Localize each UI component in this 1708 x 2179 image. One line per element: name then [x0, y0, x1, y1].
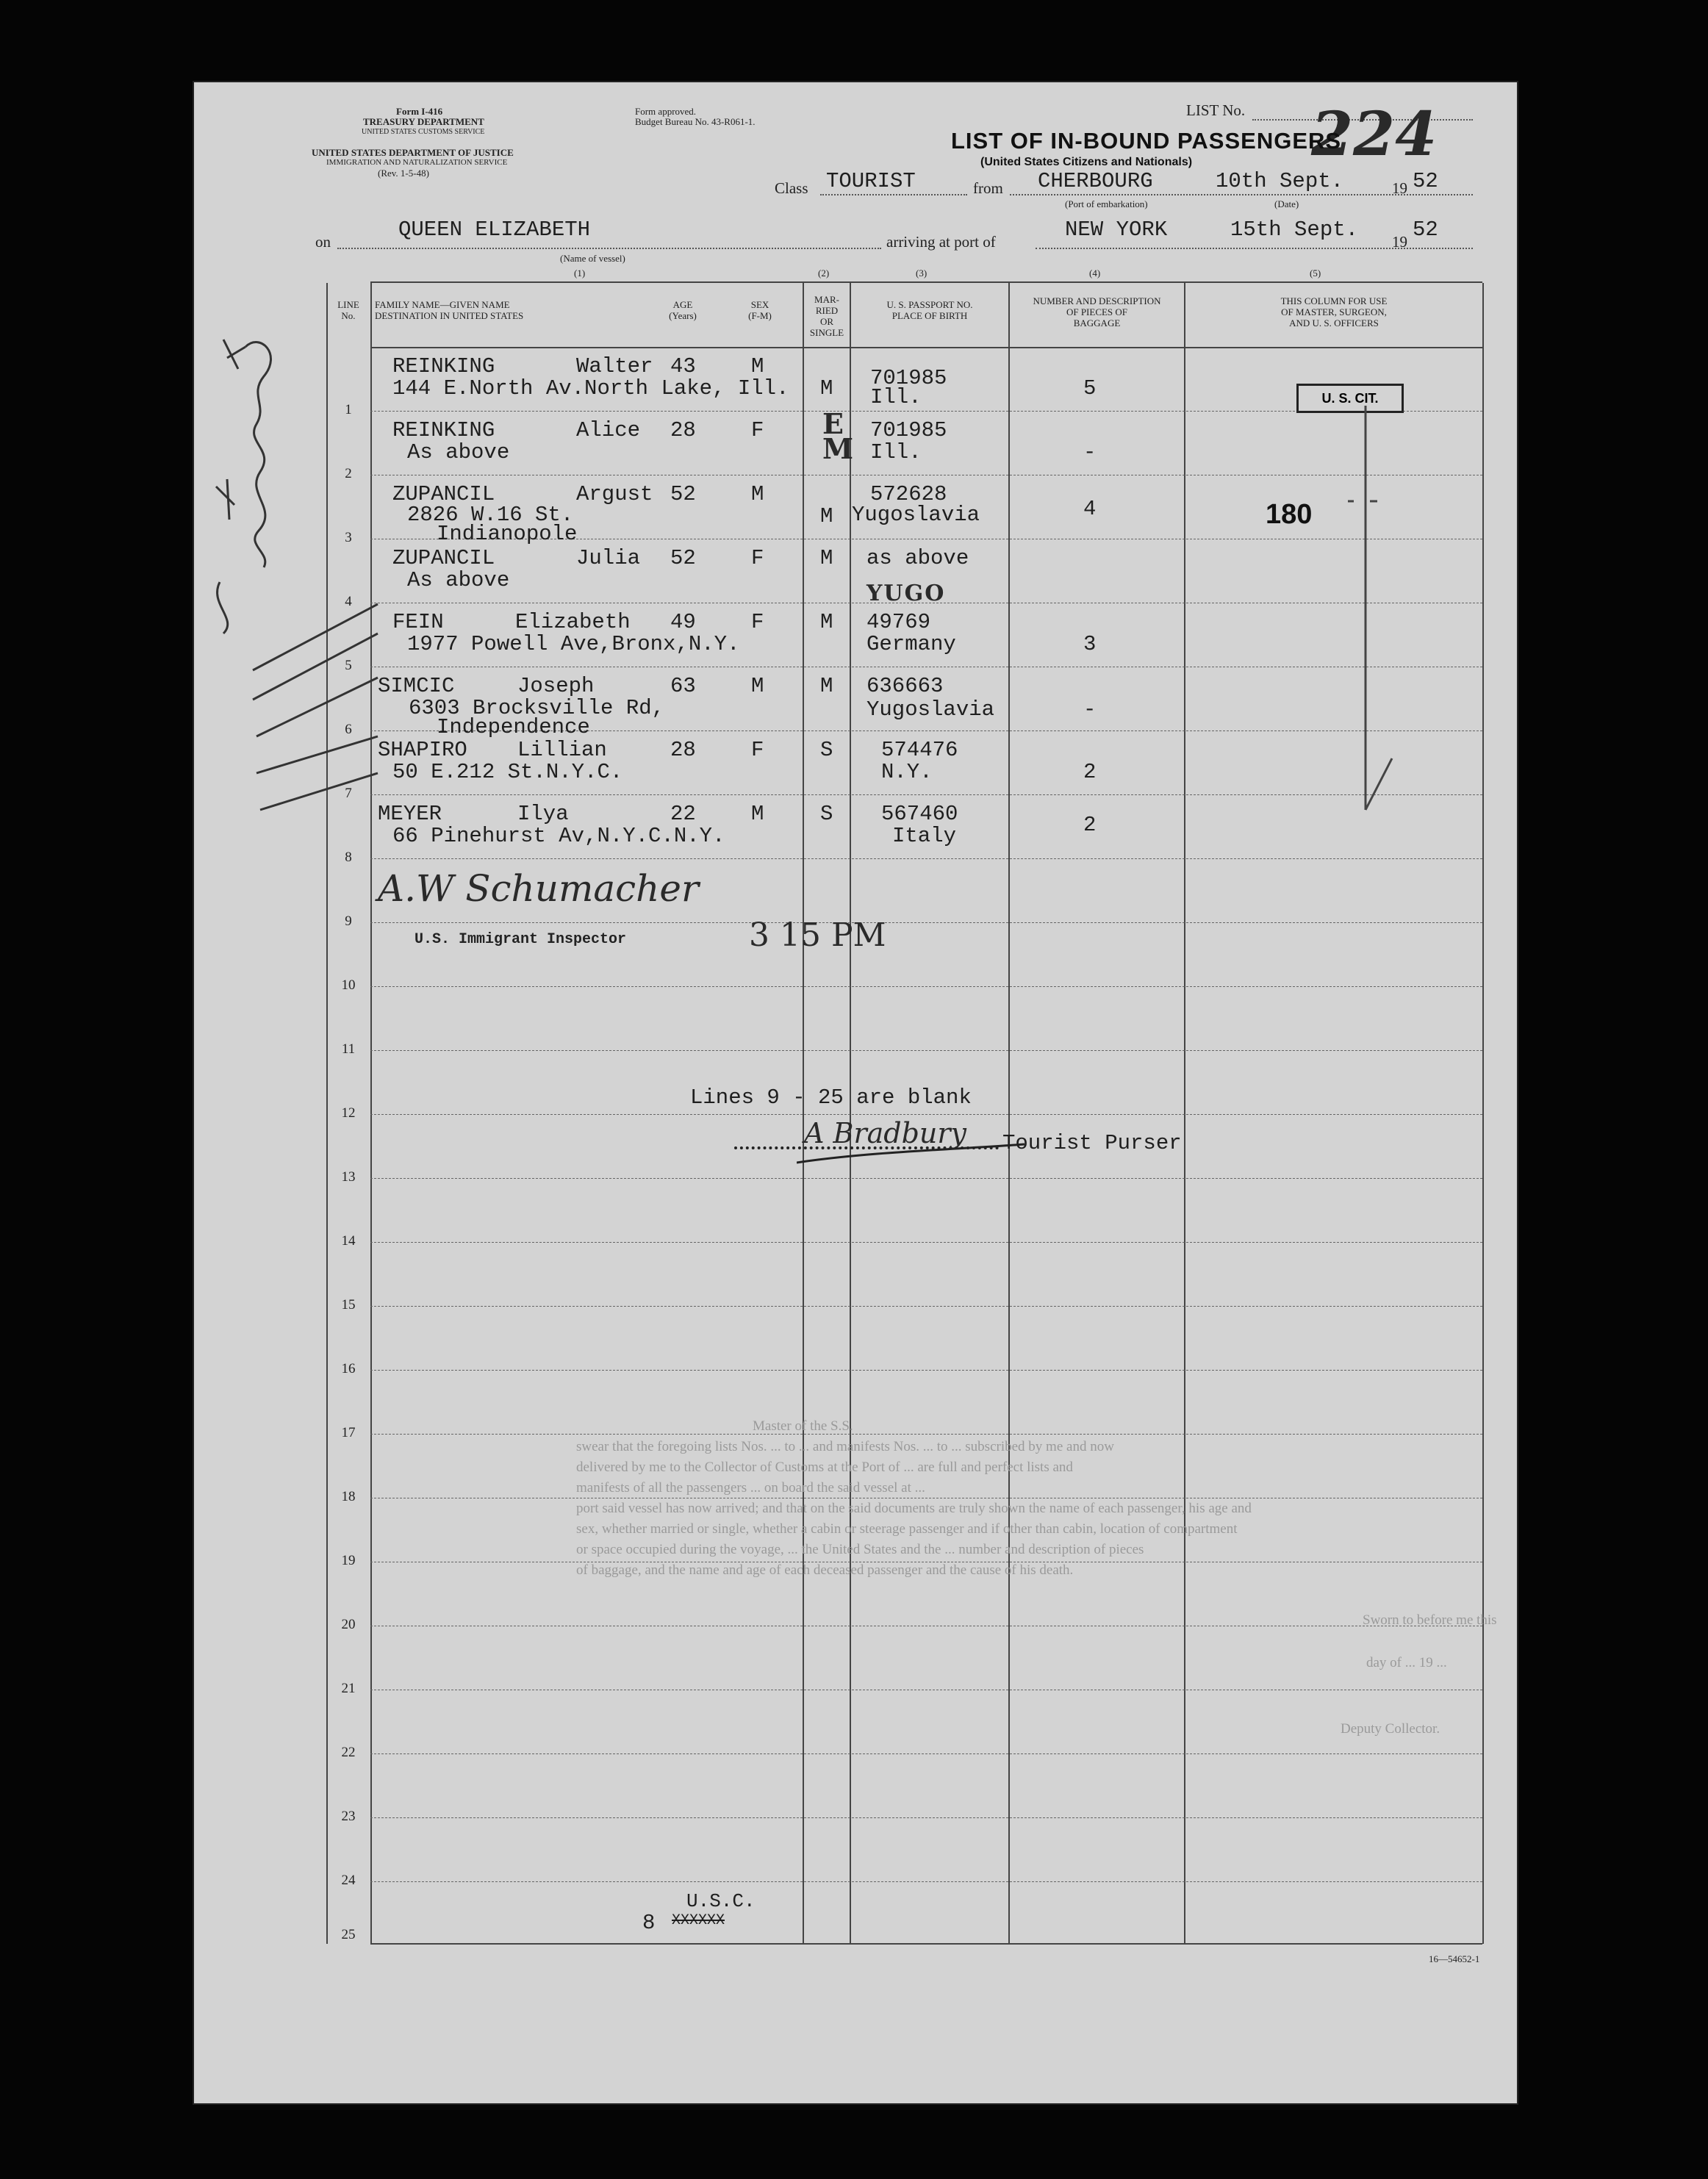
line-number: 1	[345, 402, 352, 417]
passport-no: 49769	[866, 610, 931, 634]
baggage: 2	[1083, 760, 1097, 784]
line-number: 17	[341, 1425, 356, 1440]
vessel-name: QUEEN ELIZABETH	[398, 218, 591, 242]
age: 43	[670, 354, 696, 378]
row-separator	[370, 1753, 1482, 1754]
inspection-time-note: 3 15 PM	[749, 916, 886, 954]
yugo-handwritten-note: YUGO	[866, 581, 946, 606]
header-officers: THIS COLUMN FOR USE OF MASTER, SURGEON, AND U. S. OFFICERS	[1280, 295, 1388, 329]
given-name: Ilya	[517, 802, 569, 826]
given-name: Alice	[576, 418, 641, 442]
line-number: 11	[341, 1041, 356, 1057]
age: 49	[670, 610, 696, 634]
sex: M	[751, 674, 764, 698]
inspector-signature: A.W Schumacher	[378, 867, 699, 910]
address: 2826 W.16 St.	[407, 503, 574, 527]
class-value: TOURIST	[826, 169, 916, 193]
table-header-border	[370, 347, 1482, 348]
lines-blank-note: Lines 9 - 25 are blank	[690, 1085, 972, 1110]
header-baggage: NUMBER AND DESCRIPTION OF PIECES OF BAGGAGE	[1033, 295, 1161, 329]
from-port: CHERBOURG	[1038, 169, 1153, 193]
address: 6303 Brocksville Rd,	[409, 696, 665, 720]
usc-struck: XXXXXX	[672, 1912, 725, 1929]
table-top-border	[370, 281, 1482, 283]
surname: REINKING	[392, 418, 495, 442]
baggage: 5	[1083, 376, 1097, 401]
header-name: FAMILY NAME—GIVEN NAME DESTINATION IN UNITED STATES	[375, 299, 524, 321]
officer-number-stamp: 180	[1266, 499, 1313, 530]
address: 66 Pinehurst Av,N.Y.C.N.Y.	[392, 824, 725, 848]
surname: SHAPIRO	[378, 738, 467, 762]
baggage: -	[1083, 697, 1097, 722]
line-number: 7	[345, 786, 352, 801]
age: 63	[670, 674, 696, 698]
us-citizen-stamp: U. S. CIT.	[1296, 384, 1404, 413]
passport-no: 572628	[870, 482, 947, 506]
line-number: 19	[341, 1553, 356, 1568]
form-number: Form I-416	[396, 106, 443, 117]
col-num-4: (4)	[1089, 268, 1101, 279]
purser-signature: A Bradbury	[804, 1117, 967, 1149]
col-divider-name	[803, 283, 804, 1944]
row-separator	[370, 1114, 1482, 1115]
address: 50 E.212 St.N.Y.C.	[392, 760, 623, 784]
marital-status: S	[820, 802, 833, 826]
line-number: 16	[341, 1361, 356, 1376]
marital-status: M	[820, 546, 833, 570]
passport-no: 567460	[881, 802, 958, 826]
surname: ZUPANCIL	[392, 546, 495, 570]
oath-line: swear that the foregoing lists Nos. ... to ... and manifests Nos. ... to ... subscribed by me and now	[576, 1439, 1114, 1454]
col-divider-baggage	[1184, 283, 1185, 1944]
row-separator	[370, 1370, 1482, 1371]
married-correction-note: E M	[822, 407, 854, 465]
oath-line: delivered by me to the Collector of Customs at the Port of ... are full and perfect lists and	[576, 1460, 1073, 1475]
passport-no: 636663	[866, 674, 944, 698]
line-number: 9	[345, 913, 352, 929]
row-separator	[370, 1817, 1482, 1818]
sex: F	[751, 610, 764, 634]
revision: (Rev. 1-5-48)	[378, 168, 429, 179]
col-num-1: (1)	[574, 268, 586, 279]
col-num-5: (5)	[1310, 268, 1321, 279]
vessel-caption: (Name of vessel)	[560, 253, 625, 264]
address: 1977 Powell Ave,Bronx,N.Y.	[407, 632, 740, 656]
line-number: 21	[341, 1681, 356, 1696]
row-separator	[370, 1178, 1482, 1179]
address-city: Independence	[437, 715, 590, 739]
budget-bureau: Budget Bureau No. 43-R061-1.	[635, 116, 756, 127]
line-number: 10	[341, 977, 356, 993]
age: 28	[670, 738, 696, 762]
oath-line: Master of the S.S.	[753, 1418, 853, 1434]
line-number: 3	[345, 530, 352, 545]
oath-line: of baggage, and the name and age of each deceased passenger and the cause of his death.	[576, 1562, 1074, 1578]
row-separator	[370, 858, 1482, 859]
arrival-year-suffix: 52	[1413, 218, 1438, 242]
age: 22	[670, 802, 696, 826]
sex: F	[751, 546, 764, 570]
justice-dept: UNITED STATES DEPARTMENT OF JUSTICE	[312, 147, 514, 158]
row-separator	[370, 794, 1482, 795]
col-divider-passport	[1008, 283, 1010, 1944]
oath-line: port said vessel has now arrived; and that on the said documents are truly shown the name of each passenger, his age and	[576, 1501, 1252, 1516]
date-caption: (Date)	[1274, 198, 1299, 209]
birthplace: Yugoslavia	[852, 503, 980, 527]
line-number: 13	[341, 1169, 356, 1185]
arrival-port: NEW YORK	[1065, 218, 1168, 242]
row-separator	[370, 1434, 1482, 1435]
surname: MEYER	[378, 802, 442, 826]
ins-service: IMMIGRATION AND NATURALIZATION SERVICE	[326, 158, 508, 167]
line-number: 12	[341, 1105, 356, 1121]
birthplace: Italy	[892, 824, 957, 848]
page-subtitle: (United States Citizens and Nationals)	[980, 156, 1193, 168]
row-separator	[370, 1242, 1482, 1243]
address: 144 E.North Av.North Lake, Ill.	[392, 376, 789, 401]
col-num-2: (2)	[818, 268, 830, 279]
line-number: 8	[345, 850, 352, 865]
oath-line: sex, whether married or single, whether a cabin or steerage passenger and if other than cabin, location of compartment	[576, 1521, 1238, 1537]
list-no-label: LIST No.	[1186, 101, 1246, 119]
inspector-stamp: U.S. Immigrant Inspector	[415, 931, 627, 948]
given-name: Walter	[576, 354, 653, 378]
header-passport: U. S. PASSPORT NO. PLACE OF BIRTH	[886, 299, 973, 321]
arrival-date: 15th Sept.	[1230, 218, 1359, 242]
given-name: Joseph	[517, 674, 595, 698]
line-number: 22	[341, 1745, 356, 1760]
vessel-line	[337, 248, 881, 249]
purser-title: Tourist Purser	[1002, 1131, 1182, 1155]
pencil-bracket-marks	[194, 325, 385, 942]
line-number: 6	[345, 722, 352, 737]
from-label: from	[973, 179, 1003, 197]
marital-status: M	[820, 504, 833, 528]
birthplace: Yugoslavia	[866, 697, 995, 722]
page-title: LIST OF IN-BOUND PASSENGERS	[951, 128, 1342, 154]
birthplace: N.Y.	[881, 760, 933, 784]
from-year-prefix: 19	[1392, 179, 1407, 197]
oath-line: or space occupied during the voyage, ... the United States and the ... number and description of pieces	[576, 1542, 1144, 1557]
oath-line: Deputy Collector.	[1341, 1721, 1440, 1737]
officer-check-line	[1348, 406, 1407, 817]
marital-status: M	[820, 376, 833, 401]
sex: M	[751, 354, 764, 378]
treasury-dept: TREASURY DEPARTMENT	[363, 116, 484, 127]
row-separator	[370, 1306, 1482, 1307]
col-divider-married	[850, 283, 851, 1944]
line-number: 15	[341, 1297, 356, 1313]
given-name: Elizabeth	[515, 610, 631, 634]
on-label: on	[315, 233, 331, 251]
line-number: 20	[341, 1617, 356, 1632]
line-number: 23	[341, 1809, 356, 1824]
age: 28	[670, 418, 696, 442]
given-name: Lillian	[517, 738, 607, 762]
given-name: Julia	[576, 546, 641, 570]
address-city: Indianopole	[437, 522, 578, 546]
sex: M	[751, 482, 764, 506]
surname: FEIN	[392, 610, 444, 634]
birthplace: Ill.	[870, 440, 922, 464]
header-age: AGE (Years)	[669, 299, 697, 321]
oath-line: manifests of all the passengers ... on board the said vessel at ...	[576, 1480, 925, 1496]
port-embark-caption: (Port of embarkation)	[1065, 198, 1148, 209]
baggage: 4	[1083, 497, 1097, 521]
baggage: 2	[1083, 813, 1097, 837]
manifest-page	[193, 81, 1518, 2105]
line-number: 2	[345, 466, 352, 481]
line-number: 25	[341, 1927, 356, 1942]
footer-code: 16—54652-1	[1429, 1953, 1480, 1964]
usc-count: 8	[642, 1911, 656, 1935]
passport-no: 701985	[870, 418, 947, 442]
col-divider-right	[1482, 283, 1484, 1944]
table-bottom-border	[370, 1943, 1482, 1945]
birthplace: Germany	[866, 632, 956, 656]
header-sex: SEX (F-M)	[748, 299, 772, 321]
oath-line: day of ... 19 ...	[1366, 1655, 1447, 1670]
surname: ZUPANCIL	[392, 482, 495, 506]
line-number: 24	[341, 1873, 356, 1888]
passport-no: 574476	[881, 738, 958, 762]
marital-status: S	[820, 738, 833, 762]
header-line-no: LINE No.	[337, 299, 359, 321]
age: 52	[670, 546, 696, 570]
from-date: 10th Sept.	[1216, 169, 1344, 193]
sex: M	[751, 802, 764, 826]
sex: F	[751, 738, 764, 762]
surname: REINKING	[392, 354, 495, 378]
address: As above	[407, 568, 510, 592]
age: 52	[670, 482, 696, 506]
line-number: 4	[345, 594, 352, 609]
birthplace: Ill.	[870, 385, 922, 409]
marital-status: M	[820, 610, 833, 634]
row-separator	[370, 1050, 1482, 1051]
surname: SIMCIC	[378, 674, 455, 698]
line-number: 5	[345, 658, 352, 673]
address: As above	[407, 440, 510, 464]
baggage: -	[1083, 440, 1097, 464]
given-name: Argust	[576, 482, 653, 506]
oath-line: Sworn to before me this	[1363, 1612, 1497, 1628]
baggage: 3	[1083, 632, 1097, 656]
class-label: Class	[775, 179, 808, 197]
row-separator	[370, 922, 1482, 923]
arriving-label: arriving at port of	[886, 233, 996, 251]
form-approved: Form approved.	[635, 106, 697, 117]
passport-no: as above	[866, 546, 969, 570]
passport-no: 701985	[870, 366, 947, 390]
class-line	[820, 194, 967, 195]
line-number: 18	[341, 1489, 356, 1504]
arrival-year-prefix: 19	[1392, 233, 1407, 251]
header-married: MAR- RIED OR SINGLE	[809, 294, 844, 338]
line-number: 14	[341, 1233, 356, 1249]
row-separator	[370, 986, 1482, 987]
row-separator	[370, 1881, 1482, 1882]
col-num-3: (3)	[916, 268, 927, 279]
marital-status: M	[820, 674, 833, 698]
sex: F	[751, 418, 764, 442]
from-year-suffix: 52	[1413, 169, 1438, 193]
usc-label: U.S.C.	[686, 1890, 756, 1912]
customs-service: UNITED STATES CUSTOMS SERVICE	[362, 128, 485, 136]
purser-underline	[797, 1141, 1032, 1170]
list-no-value: 224	[1311, 99, 1438, 170]
